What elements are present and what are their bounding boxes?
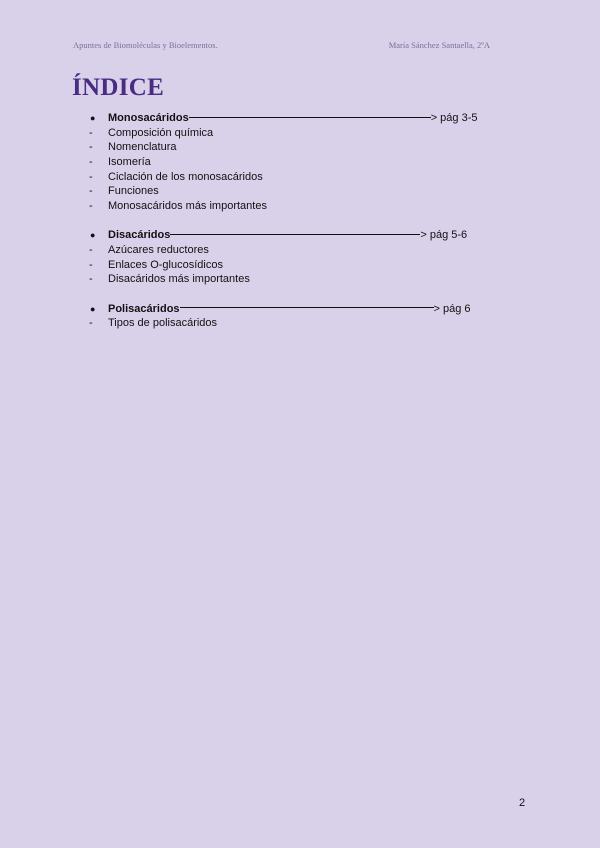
toc-subitem xyxy=(86,140,516,155)
toc-subitem xyxy=(86,243,516,258)
toc-subitem xyxy=(86,170,516,185)
toc-subitem-label: Funciones xyxy=(108,185,159,198)
dash-marker: - xyxy=(89,317,93,330)
toc-section-monosacaridos xyxy=(86,111,516,214)
toc-subitem-label: Disacáridos más importantes xyxy=(108,273,250,286)
toc-section-disacaridos xyxy=(86,228,516,287)
toc-subitem-label: Nomenclatura xyxy=(108,141,177,154)
toc-entry xyxy=(86,111,516,126)
toc-subitem xyxy=(86,316,516,331)
toc-subitem-label: Tipos de polisacáridos xyxy=(108,317,218,330)
header-right-text: María Sánchez Santaella, 2ºA xyxy=(388,40,490,50)
bullet-icon: ● xyxy=(90,230,96,241)
dash-marker: - xyxy=(89,156,93,169)
toc-subitem-label: Isomería xyxy=(108,156,151,169)
toc-subitem xyxy=(86,184,516,199)
toc-entry xyxy=(86,228,516,243)
toc-subitem-label: Azúcares reductores xyxy=(108,244,209,256)
toc-subitem xyxy=(86,272,516,287)
toc-subitem-label: Composición química xyxy=(108,126,214,139)
leader-line xyxy=(180,307,434,308)
dash-marker: - xyxy=(89,200,93,213)
toc-section-label: Disacáridos xyxy=(108,229,171,242)
toc-page-ref: > pág 5-6 xyxy=(420,229,468,242)
header-left-text: Apuntes de Biomoléculas y Bioelementos. xyxy=(73,40,218,50)
toc-entry xyxy=(86,302,516,317)
dash-marker: - xyxy=(89,185,93,198)
dash-marker: - xyxy=(89,244,93,256)
bullet-icon: ● xyxy=(90,113,96,123)
dash-marker: - xyxy=(89,170,93,183)
page-number: 2 xyxy=(519,797,526,809)
toc-subitem xyxy=(86,199,516,214)
dash-marker: - xyxy=(89,258,93,271)
leader-line xyxy=(189,117,431,118)
toc-subitem xyxy=(86,258,516,273)
toc-subitem-label: Enlaces O-glucosídicos xyxy=(108,258,223,271)
dash-marker: - xyxy=(89,141,93,154)
bullet-icon: ● xyxy=(90,303,96,314)
leader-line xyxy=(170,234,420,235)
toc-subitem-label: Monosacáridos más importantes xyxy=(108,200,267,213)
page-title: ÍNDICE xyxy=(72,74,165,101)
toc-subitem-label: Ciclación de los monosacáridos xyxy=(108,170,263,183)
toc-subitem xyxy=(86,126,516,141)
toc-section-label: Monosacáridos xyxy=(108,112,189,124)
table-of-contents xyxy=(86,111,516,345)
toc-page-ref: > pág 3-5 xyxy=(430,112,478,124)
dash-marker: - xyxy=(89,273,93,286)
toc-page-ref: > pág 6 xyxy=(433,302,471,315)
dash-marker: - xyxy=(89,126,93,139)
toc-section-label: Polisacáridos xyxy=(108,302,180,315)
toc-subitem xyxy=(86,155,516,170)
toc-section-polisacaridos xyxy=(86,302,516,331)
